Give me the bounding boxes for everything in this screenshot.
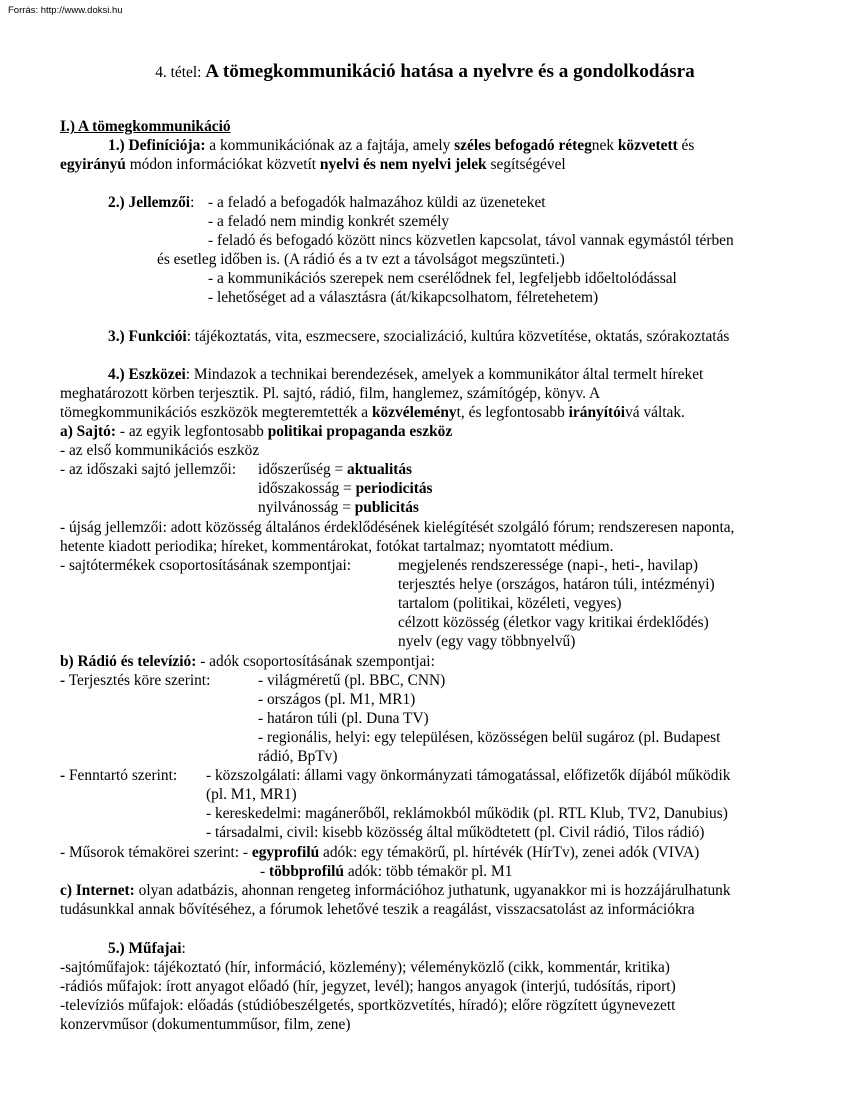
scope-item: - világméretű (pl. BBC, CNN) — [258, 672, 446, 689]
press-line-1: a) Sajtó: - az egyik legfontosabb politikai propaganda eszköz — [60, 423, 453, 440]
press-criterion: megjelenés rendszeressége (napi-, heti-, havilap) — [398, 557, 698, 574]
genre-item: -sajtóműfajok: tájékoztató (hír, információ, közlemény); véleményközlő (cikk, kommentár, kritika) — [60, 959, 670, 976]
feature-item: - lehetőséget ad a választásra (át/kikapcsolhatom, félretehetem) — [208, 289, 599, 306]
feature-item: - a feladó a befogadók halmazához küldi az üzeneteket — [208, 194, 546, 211]
owner-item: - kereskedelmi: magánerőből, reklámokból működik (pl. RTL Klub, TV2, Danubius) — [206, 805, 728, 822]
topic-line-1: - Műsorok témakörei szerint: - egyprofilú adók: egy témakörű, pl. hírtévék (HírTv), zenei adók (VIVA) — [60, 844, 700, 861]
press-line-3: - az időszaki sajtó jellemzői: — [60, 461, 237, 478]
functions-line: 3.) Funkciói: tájékoztatás, vita, eszmecsere, szocializáció, kultúra közvetítése, oktatás, szórakoztatás — [108, 328, 730, 345]
source-label: Forrás: http://www.doksi.hu — [8, 5, 123, 16]
feature-item: - a feladó nem mindig konkrét személy — [208, 213, 450, 230]
features-label: 2.) Jellemzői: — [108, 194, 195, 211]
feature-item: - feladó és befogadó között nincs közvetlen kapcsolat, távol vannak egymástól térben — [208, 232, 734, 249]
owner-item: - közszolgálati: állami vagy önkormányzati támogatással, előfizetők díjából működik — [206, 767, 731, 784]
genre-item: konzervműsor (dokumentumműsor, film, zene) — [60, 1016, 351, 1033]
tools-line-2: meghatározott körben terjesztik. Pl. sajtó, rádió, film, hanglemez, számítógép, könyv. A — [60, 385, 601, 402]
definition-line-1: 1.) Definíciója: a kommunikációnak az a fajtája, amely széles befogadó rétegnek közvetett és — [108, 137, 695, 154]
feature-item: és esetleg időben is. (A rádió és a tv ezt a távolságot megszünteti.) — [157, 251, 565, 268]
internet-line-1: c) Internet: olyan adatbázis, ahonnan rengeteg információhoz juthatunk, ugyanakkor mi is hozzájárulhatunk — [60, 882, 731, 899]
scope-item: rádió, BpTv) — [258, 748, 338, 765]
owner-label: - Fenntartó szerint: — [60, 767, 178, 784]
radio-tv-line-1: b) Rádió és televízió: - adók csoportosításának szempontjai: — [60, 653, 435, 670]
owner-item: (pl. M1, MR1) — [206, 786, 297, 803]
tools-line-1: 4.) Eszközei: Mindazok a technikai berendezések, amelyek a kommunikátor által termelt híreket — [108, 366, 704, 383]
newspaper-line-1: - újság jellemzői: adott közösség általános érdeklődésének kielégítését szolgáló fórum; rendszeresen naponta, — [60, 519, 735, 536]
press-trait: nyilvánosság = publicitás — [258, 499, 419, 516]
topic-line-2: - többprofilú adók: több témakör pl. M1 — [260, 863, 513, 880]
title-prefix: 4. tétel: — [155, 64, 206, 81]
internet-line-2: tudásunkkal annak bővítéséhez, a fórumok lehetővé teszik a reagálást, visszacsatolást az információkra — [60, 901, 695, 918]
section-heading: I.) A tömegkommunikáció — [60, 118, 231, 135]
genres-label: 5.) Műfajai: — [108, 940, 186, 957]
title-main: A tömegkommunikáció hatása a nyelvre és a gondolkodásra — [205, 61, 695, 82]
scope-label: - Terjesztés köre szerint: — [60, 672, 211, 689]
scope-item: - regionális, helyi: egy településen, közösségen belül sugároz (pl. Budapest — [258, 729, 721, 746]
press-trait: időszerűség = aktualitás — [258, 461, 413, 478]
genre-item: -rádiós műfajok: írott anyagot előadó (hír, jegyzet, levél); hangos anyagok (interjú, tudósítás, riport) — [60, 978, 676, 995]
press-grouping-label: - sajtótermékek csoportosításának szempontjai: — [60, 557, 352, 574]
scope-item: - országos (pl. M1, MR1) — [258, 691, 416, 708]
press-criterion: tartalom (politikai, közéleti, vegyes) — [398, 595, 622, 612]
definition-line-2: egyirányú módon információkat közvetít nyelvi és nem nyelvi jelek segítségével — [60, 156, 566, 173]
press-line-2: - az első kommunikációs eszköz — [60, 442, 260, 459]
genre-item: -televíziós műfajok: előadás (stúdióbeszélgetés, sportközvetítés, híradó); előre rögzített úgynevezett — [60, 997, 676, 1014]
press-criterion: nyelv (egy vagy többnyelvű) — [398, 633, 576, 650]
page-title — [0, 61, 850, 83]
newspaper-line-2: hetente kiadott periodika; híreket, kommentárokat, fotókat tartalmaz; nyomtatott médium. — [60, 538, 614, 555]
press-criterion: célzott közösség (életkor vagy kritikai érdeklődés) — [398, 614, 709, 631]
scope-item: - határon túli (pl. Duna TV) — [258, 710, 429, 727]
press-trait: időszakosság = periodicitás — [258, 480, 433, 497]
press-criterion: terjesztés helye (országos, határon túli, intézményi) — [398, 576, 715, 593]
feature-item: - a kommunikációs szerepek nem cserélődnek fel, legfeljebb időeltolódással — [208, 270, 677, 287]
owner-item: - társadalmi, civil: kisebb közösség által működtetett (pl. Civil rádió, Tilos rádió) — [206, 824, 705, 841]
tools-line-3: tömegkommunikációs eszközök megteremtették a közvéleményt, és legfontosabb irányítóivá váltak. — [60, 404, 685, 421]
